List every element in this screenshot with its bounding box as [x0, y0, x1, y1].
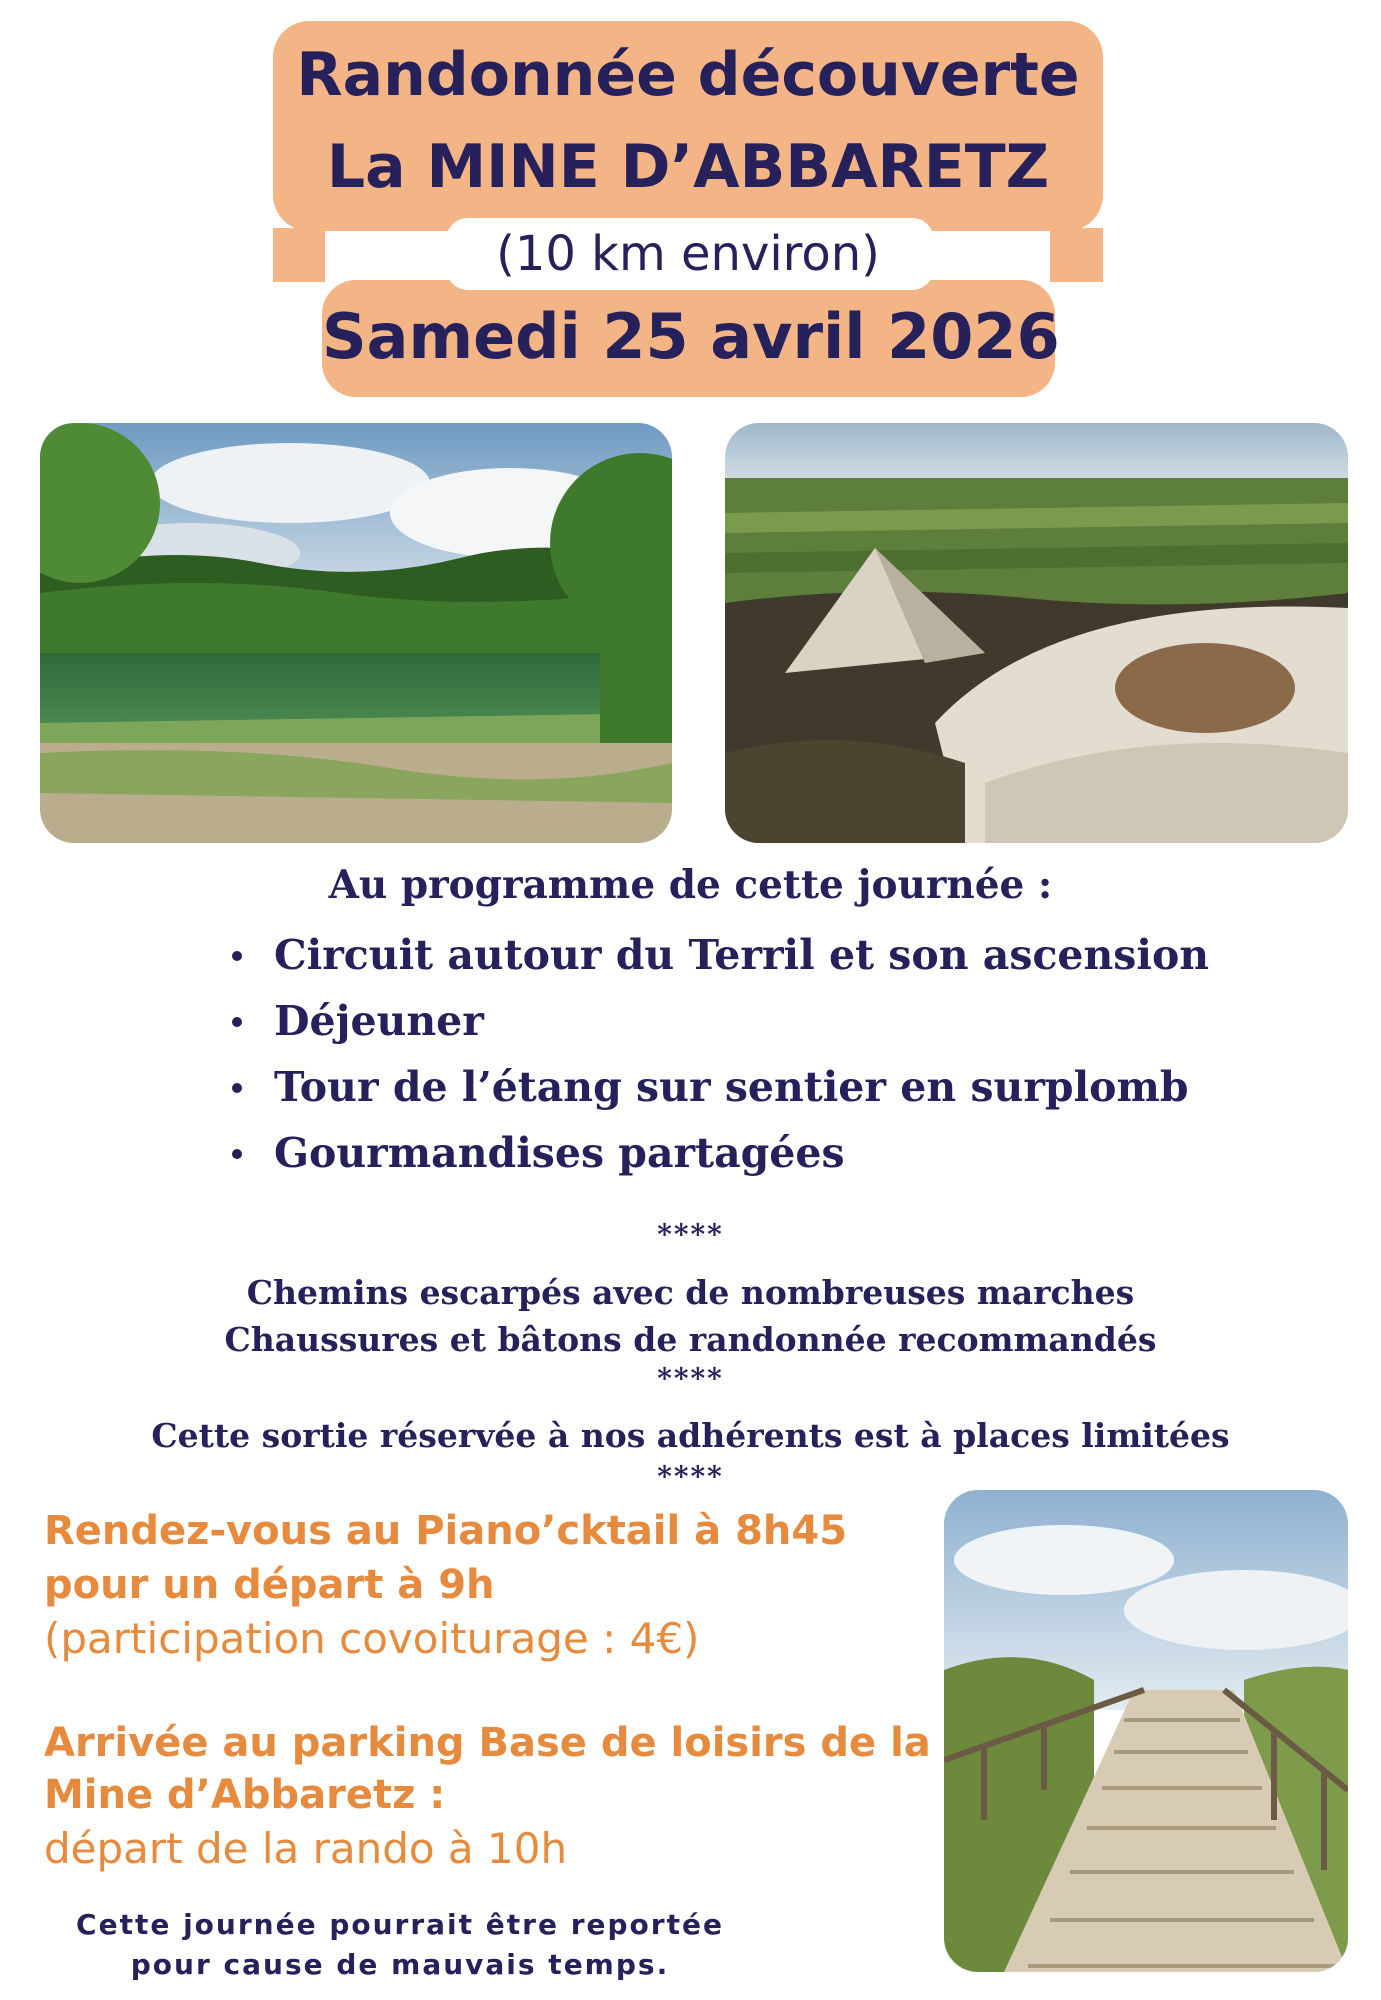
note-members: Cette sortie réservée à nos adhérents est à places limitées [151, 1416, 1230, 1455]
arrival-location-2: Mine d’Abbaretz : [44, 1772, 446, 1818]
stairs-photo [944, 1490, 1348, 1972]
meeting-point: Rendez-vous au Piano’cktail à 8h45 [44, 1508, 848, 1554]
weather-notice-1: Cette journée pourrait être reportée [76, 1908, 724, 1941]
note-terrain: Chemins escarpés avec de nombreuses marches [246, 1273, 1135, 1312]
list-item: Circuit autour du Terril et son ascension [224, 922, 1209, 988]
separator: **** [657, 1362, 724, 1395]
distance-label: (10 km environ) [496, 226, 880, 282]
separator: **** [657, 1218, 724, 1251]
event-date: Samedi 25 avril 2026 [322, 300, 1060, 373]
lake-photo [40, 423, 672, 843]
arrival-location: Arrivée au parking Base de loisirs de la [44, 1720, 931, 1766]
list-item: Tour de l’étang sur sentier en surplomb [224, 1054, 1209, 1120]
program-list [224, 922, 1209, 1186]
list-item: Gourmandises partagées [224, 1120, 1209, 1186]
mine-aerial-photo [725, 423, 1348, 843]
list-item: Déjeuner [224, 988, 1209, 1054]
program-heading: Au programme de cette journée : [328, 862, 1053, 908]
separator: **** [657, 1460, 724, 1493]
hike-start-time: départ de la rando à 10h [44, 1824, 568, 1873]
carpool-fee: (participation covoiturage : 4€) [44, 1614, 700, 1663]
departure-time: pour un départ à 9h [44, 1562, 495, 1608]
title-line-1: Randonnée découverte [296, 40, 1080, 110]
weather-notice-2: pour cause de mauvais temps. [130, 1948, 670, 1981]
note-equipment: Chaussures et bâtons de randonnée recommandés [224, 1320, 1157, 1359]
title-line-2: La MINE D’ABBARETZ [326, 132, 1050, 202]
